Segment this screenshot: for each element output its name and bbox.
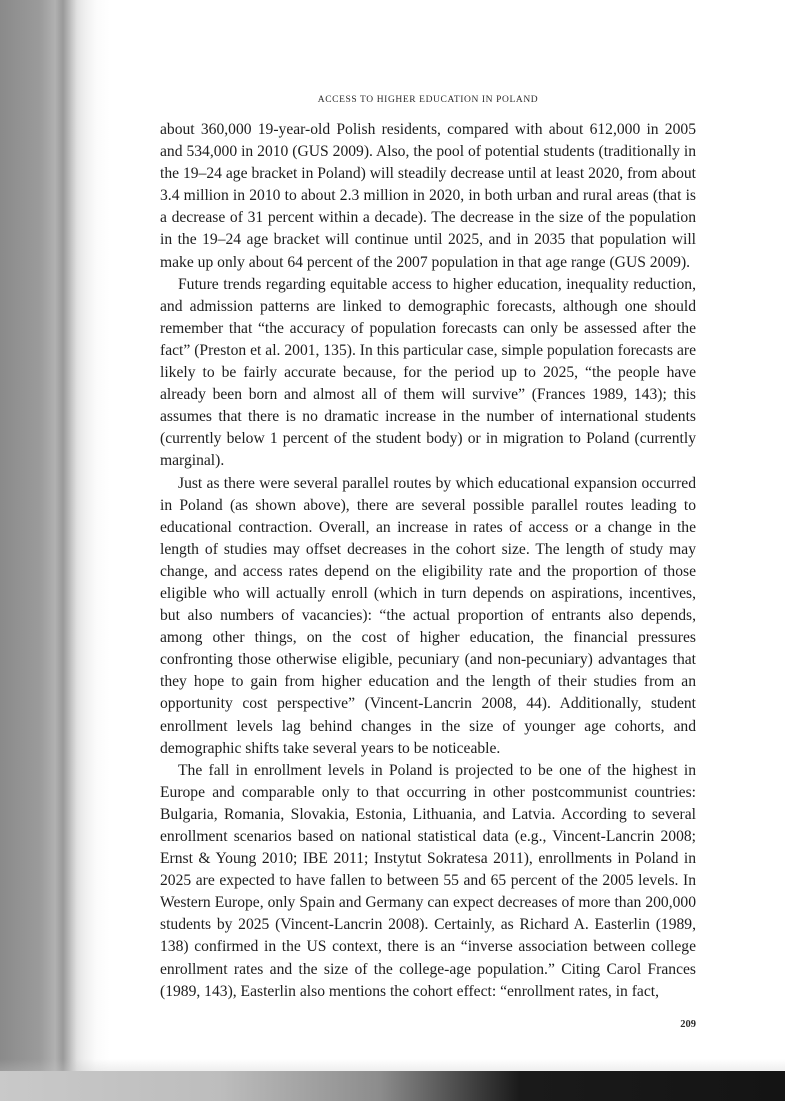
paragraph-continued: about 360,000 19-year-old Polish residents, compared with about 612,000 in 2005 and 534,000 in 2010 (GUS 2009). Also, the pool of potential students (traditionally in the 19–24 age bracket in Poland) will steadily decrease until at least 2020, from about 3.4 million in 2010 to about 2.3 million in 2020, in both urban and rural areas (that is a decrease of 31 percent within a decade). The decrease in the size of the population in the 19–24 age bracket will continue until 2025, and in 2035 that population will make up only about 64 percent of the 2007 population in that age range (GUS 2009). [160, 121, 696, 271]
body-text [160, 119, 696, 1003]
paragraph-parallel-routes: Just as there were several parallel routes by which educational expansion occurred in Poland (as shown above), there are several possible parallel routes leading to educational contraction. Overall, an increase in rates of access or a change in the length of studies may offset decreases in the cohort size. The length of study may change, and access rates depend on the eligibility rate and the proportion of those eligible who will actually enroll (which in turn depends on aspirations, incentives, but also numbers of vacancies): “the actual proportion of entrants also depends, among other things, on the cost of higher education, the financial pressures confronting those otherwise eligible, pecuniary (and non-pecuniary) advantages that they hope to gain from higher education and the length of their studies from an opportunity cost perspective” (Vincent-Lancrin 2008, 44). Additionally, student enrollment levels lag behind changes in the size of younger age cohorts, and demographic shifts take several years to be noticeable. [160, 474, 696, 757]
paragraph-enrollment-fall: The fall in enrollment levels in Poland is projected to be one of the highest in Europe and comparable only to that occurring in other postcommunist countries: Bulgaria, Romania, Slovakia, Estonia, Lithuania, and Latvia. According to several enrollment scenarios based on national statistical data (e.g., Vincent-Lancrin 2008; Ernst & Young 2010; IBE 2011; Instytut Sokratesa 2011), enrollments in Poland in 2025 are expected to have fallen to between 55 and 65 percent of the 2005 levels. In Western Europe, only Spain and Germany can expect decreases of more than 200,000 students by 2025 (Vincent-Lancrin 2008). Certainly, as Richard A. Easterlin (1989, 138) confirmed in the US context, there is an “inverse association between college enrollment rates and the size of the college-age population.” Citing Carol Frances (1989, 143), Easterlin also mentions the cohort effect: “enrollment rates, in fact, [160, 761, 696, 1000]
paragraph-future-trends: Future trends regarding equitable access to higher education, inequality reduction, and admission patterns are linked to demographic forecasts, although one should remember that “the accuracy of population forecasts can only be assessed after the fact” (Preston et al. 2001, 135). In this particular case, simple population forecasts are likely to be fairly accurate because, for the period up to 2025, “the people have already been born and almost all of them will survive” (Frances 1989, 143); this assumes that there is no dramatic increase in the number of international students (currently below 1 percent of the student body) or in migration to Poland (currently marginal). [160, 275, 696, 470]
page-number: 209 [680, 1019, 696, 1030]
page-bottom-edge [0, 1071, 785, 1101]
running-head: ACCESS TO HIGHER EDUCATION IN POLAND [317, 95, 539, 105]
binding-fold [55, 0, 77, 1101]
